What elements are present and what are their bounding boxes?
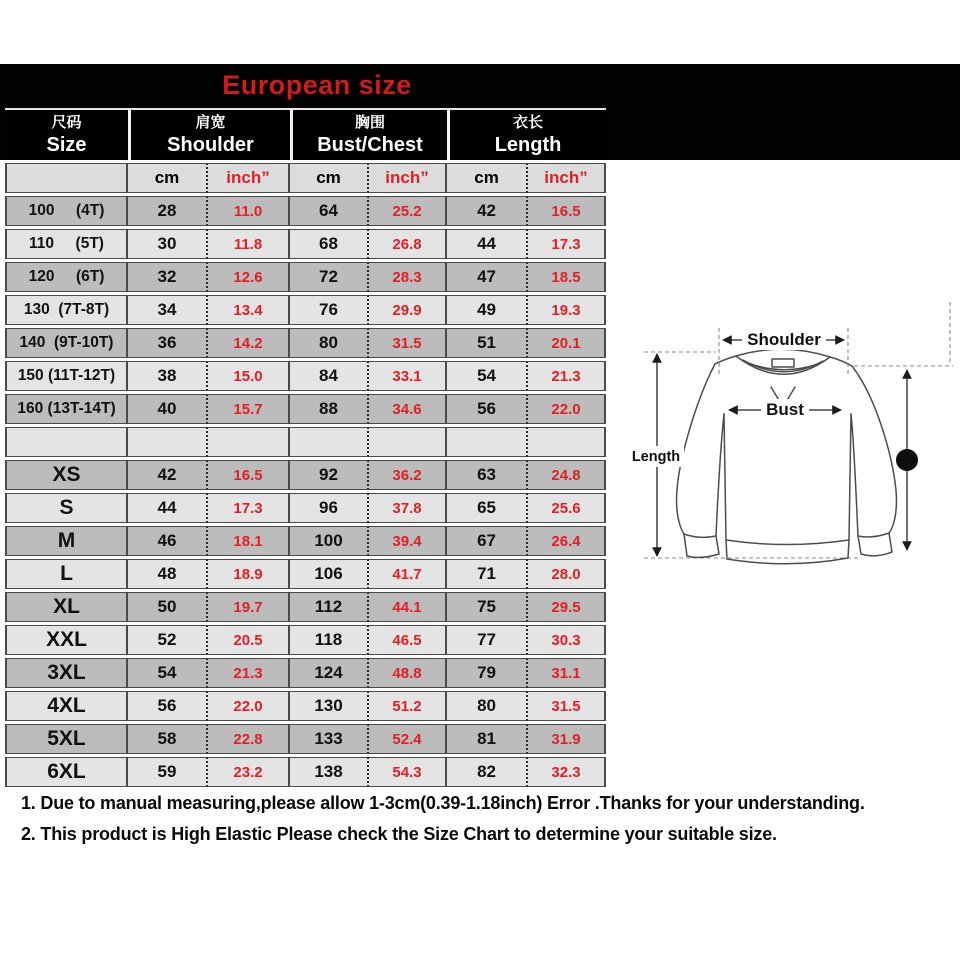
inch-value-cell: 14.2 (208, 328, 290, 358)
inch-value-cell: 52.4 (369, 724, 447, 754)
cm-value-cell: 63 (447, 460, 528, 490)
unit-cm-cell: cm (290, 163, 369, 193)
cm-value-cell: 46 (128, 526, 208, 556)
length-label: Length (631, 449, 681, 465)
cm-value-cell: 47 (447, 262, 528, 292)
cm-value-cell: 76 (290, 295, 369, 325)
inch-value-cell: 15.0 (208, 361, 290, 391)
col-header-shoulder-en: Shoulder (167, 134, 254, 156)
inch-value-cell: 21.3 (208, 658, 290, 688)
cm-value-cell: 88 (290, 394, 369, 424)
inch-value-cell: 30.3 (528, 625, 606, 655)
inch-value-cell: 46.5 (369, 625, 447, 655)
size-row (5, 658, 606, 688)
size-row (5, 394, 606, 424)
size-row (5, 592, 606, 622)
inch-value-cell: 20.5 (208, 625, 290, 655)
size-label-cell: 3XL (5, 658, 128, 688)
inch-value-cell: 31.1 (528, 658, 606, 688)
size-label-cell: M (5, 526, 128, 556)
cm-value-cell: 124 (290, 658, 369, 688)
size-row (5, 757, 606, 787)
unit-inch-cell: inch” (528, 163, 606, 193)
inch-value-cell: 15.7 (208, 394, 290, 424)
size-row (5, 559, 606, 589)
table-group-header-row (5, 108, 606, 160)
note-line-1: 1. Due to manual measuring,please allow 1-3cm(0.39-1.18inch) Error .Thanks for your understanding. (21, 793, 865, 813)
inch-value-cell: 22.0 (528, 394, 606, 424)
spacer-row (5, 427, 606, 457)
cm-value-cell: 34 (128, 295, 208, 325)
size-row (5, 229, 606, 259)
col-header-size (5, 108, 128, 160)
inch-value-cell: 25.2 (369, 196, 447, 226)
shoulder-label: Shoulder (747, 330, 821, 349)
inch-value-cell: 39.4 (369, 526, 447, 556)
inch-value-cell: 11.8 (208, 229, 290, 259)
cm-value-cell: 77 (447, 625, 528, 655)
size-label-cell: L (5, 559, 128, 589)
cm-value-cell: 28 (128, 196, 208, 226)
cm-value-cell: 138 (290, 757, 369, 787)
size-row (5, 691, 606, 721)
size-label-cell: 100 (4T) (5, 196, 128, 226)
col-header-length-cn: 衣长 (513, 114, 544, 131)
size-row (5, 460, 606, 490)
note-line-2: 2. This product is High Elastic Please check the Size Chart to determine your suitable size. (21, 824, 777, 844)
col-header-bust-en: Bust/Chest (317, 134, 423, 156)
size-row (5, 361, 606, 391)
cm-value-cell: 100 (290, 526, 369, 556)
cm-value-cell: 42 (128, 460, 208, 490)
col-header-bust-cn: 胸围 (355, 114, 386, 131)
unit-inch-cell: inch” (369, 163, 447, 193)
inch-value-cell: 26.8 (369, 229, 447, 259)
cm-value-cell: 112 (290, 592, 369, 622)
cm-value-cell: 50 (128, 592, 208, 622)
cm-value-cell: 44 (447, 229, 528, 259)
col-header-size-cn: 尺码 (51, 114, 82, 131)
size-row (5, 262, 606, 292)
size-label-cell: 160 (13T-14T) (5, 394, 128, 424)
cm-value-cell: 30 (128, 229, 208, 259)
inch-value-cell: 31.5 (528, 691, 606, 721)
inch-value-cell: 18.5 (528, 262, 606, 292)
size-label-cell: 140 (9T-10T) (5, 328, 128, 358)
inch-value-cell: 18.1 (208, 526, 290, 556)
inch-value-cell: 29.5 (528, 592, 606, 622)
inch-value-cell: 24.8 (528, 460, 606, 490)
size-label-cell: 120 (6T) (5, 262, 128, 292)
cm-value-cell: 51 (447, 328, 528, 358)
cm-value-cell: 32 (128, 262, 208, 292)
inch-value-cell (208, 427, 290, 457)
cm-value-cell: 58 (128, 724, 208, 754)
col-header-shoulder-cn: 肩宽 (195, 114, 226, 131)
inch-value-cell: 37.8 (369, 493, 447, 523)
inch-value-cell: 32.3 (528, 757, 606, 787)
inch-value-cell: 26.4 (528, 526, 606, 556)
col-header-length (447, 108, 606, 160)
inch-value-cell: 41.7 (369, 559, 447, 589)
unit-inch-cell: inch” (208, 163, 290, 193)
cm-value-cell: 79 (447, 658, 528, 688)
cm-value-cell: 71 (447, 559, 528, 589)
size-label-cell: 4XL (5, 691, 128, 721)
table-unit-header-row (5, 163, 606, 193)
inch-value-cell: 28.3 (369, 262, 447, 292)
inch-value-cell: 16.5 (208, 460, 290, 490)
inch-value-cell: 17.3 (208, 493, 290, 523)
cm-value-cell: 118 (290, 625, 369, 655)
inch-value-cell: 25.6 (528, 493, 606, 523)
cm-value-cell: 64 (290, 196, 369, 226)
inch-value-cell: 11.0 (208, 196, 290, 226)
inch-value-cell (369, 427, 447, 457)
unit-cm-cell: cm (447, 163, 528, 193)
cm-value-cell: 80 (447, 691, 528, 721)
size-row (5, 196, 606, 226)
size-table-body (5, 196, 606, 787)
cm-value-cell: 75 (447, 592, 528, 622)
cm-value-cell: 52 (128, 625, 208, 655)
inch-value-cell: 20.1 (528, 328, 606, 358)
size-label-cell: 6XL (5, 757, 128, 787)
size-row (5, 526, 606, 556)
inch-value-cell: 23.2 (208, 757, 290, 787)
size-label-cell: 110 (5T) (5, 229, 128, 259)
cm-value-cell: 106 (290, 559, 369, 589)
cm-value-cell (290, 427, 369, 457)
size-row (5, 625, 606, 655)
cm-value-cell: 82 (447, 757, 528, 787)
cm-value-cell: 56 (128, 691, 208, 721)
unit-empty-cell (5, 163, 128, 193)
size-label-cell: XXL (5, 625, 128, 655)
cm-value-cell: 38 (128, 361, 208, 391)
cm-value-cell: 67 (447, 526, 528, 556)
inch-value-cell: 29.9 (369, 295, 447, 325)
page-title: European size (222, 70, 412, 100)
inch-value-cell: 36.2 (369, 460, 447, 490)
cm-value-cell: 42 (447, 196, 528, 226)
unit-cm-cell: cm (128, 163, 208, 193)
bust-label: Bust (766, 400, 804, 419)
size-label-cell: S (5, 493, 128, 523)
size-label-cell: 5XL (5, 724, 128, 754)
size-row (5, 295, 606, 325)
cm-value-cell: 40 (128, 394, 208, 424)
cm-value-cell: 92 (290, 460, 369, 490)
inch-value-cell: 19.7 (208, 592, 290, 622)
size-row (5, 493, 606, 523)
cm-value-cell: 44 (128, 493, 208, 523)
cm-value-cell: 56 (447, 394, 528, 424)
inch-value-cell: 21.3 (528, 361, 606, 391)
size-label-cell (5, 427, 128, 457)
col-header-shoulder (128, 108, 290, 160)
inch-value-cell: 34.6 (369, 394, 447, 424)
inch-value-cell: 19.3 (528, 295, 606, 325)
cm-value-cell: 133 (290, 724, 369, 754)
inch-value-cell (528, 427, 606, 457)
footer-notes (21, 788, 951, 850)
cm-value-cell: 48 (128, 559, 208, 589)
cm-value-cell: 59 (128, 757, 208, 787)
sweater-outline (677, 349, 897, 564)
size-label-cell: 150 (11T-12T) (5, 361, 128, 391)
size-label-cell: 130 (7T-8T) (5, 295, 128, 325)
cm-value-cell (447, 427, 528, 457)
inch-value-cell: 28.0 (528, 559, 606, 589)
inch-value-cell: 18.9 (208, 559, 290, 589)
inch-value-cell: 13.4 (208, 295, 290, 325)
col-header-size-en: Size (46, 134, 87, 156)
inch-value-cell: 48.8 (369, 658, 447, 688)
inch-value-cell: 17.3 (528, 229, 606, 259)
col-header-length-en: Length (494, 134, 562, 156)
cm-value-cell: 49 (447, 295, 528, 325)
cm-value-cell: 68 (290, 229, 369, 259)
inch-value-cell: 44.1 (369, 592, 447, 622)
col-header-bust (290, 108, 447, 160)
inch-value-cell: 31.9 (528, 724, 606, 754)
cm-value-cell: 84 (290, 361, 369, 391)
inch-value-cell: 16.5 (528, 196, 606, 226)
badge-3-number: 3 (902, 451, 912, 470)
size-label-cell: XS (5, 460, 128, 490)
inch-value-cell: 22.8 (208, 724, 290, 754)
cm-value-cell (128, 427, 208, 457)
size-row (5, 328, 606, 358)
inch-value-cell: 12.6 (208, 262, 290, 292)
inch-value-cell: 33.1 (369, 361, 447, 391)
inch-value-cell: 51.2 (369, 691, 447, 721)
inch-value-cell: 22.0 (208, 691, 290, 721)
cm-value-cell: 54 (128, 658, 208, 688)
inch-value-cell: 31.5 (369, 328, 447, 358)
size-label-cell: XL (5, 592, 128, 622)
cm-value-cell: 54 (447, 361, 528, 391)
size-row (5, 724, 606, 754)
size-table (5, 105, 606, 790)
cm-value-cell: 80 (290, 328, 369, 358)
inch-value-cell: 54.3 (369, 757, 447, 787)
cm-value-cell: 130 (290, 691, 369, 721)
sweater-measurement-diagram (630, 300, 960, 590)
cm-value-cell: 65 (447, 493, 528, 523)
cm-value-cell: 72 (290, 262, 369, 292)
cm-value-cell: 96 (290, 493, 369, 523)
cm-value-cell: 36 (128, 328, 208, 358)
cm-value-cell: 81 (447, 724, 528, 754)
